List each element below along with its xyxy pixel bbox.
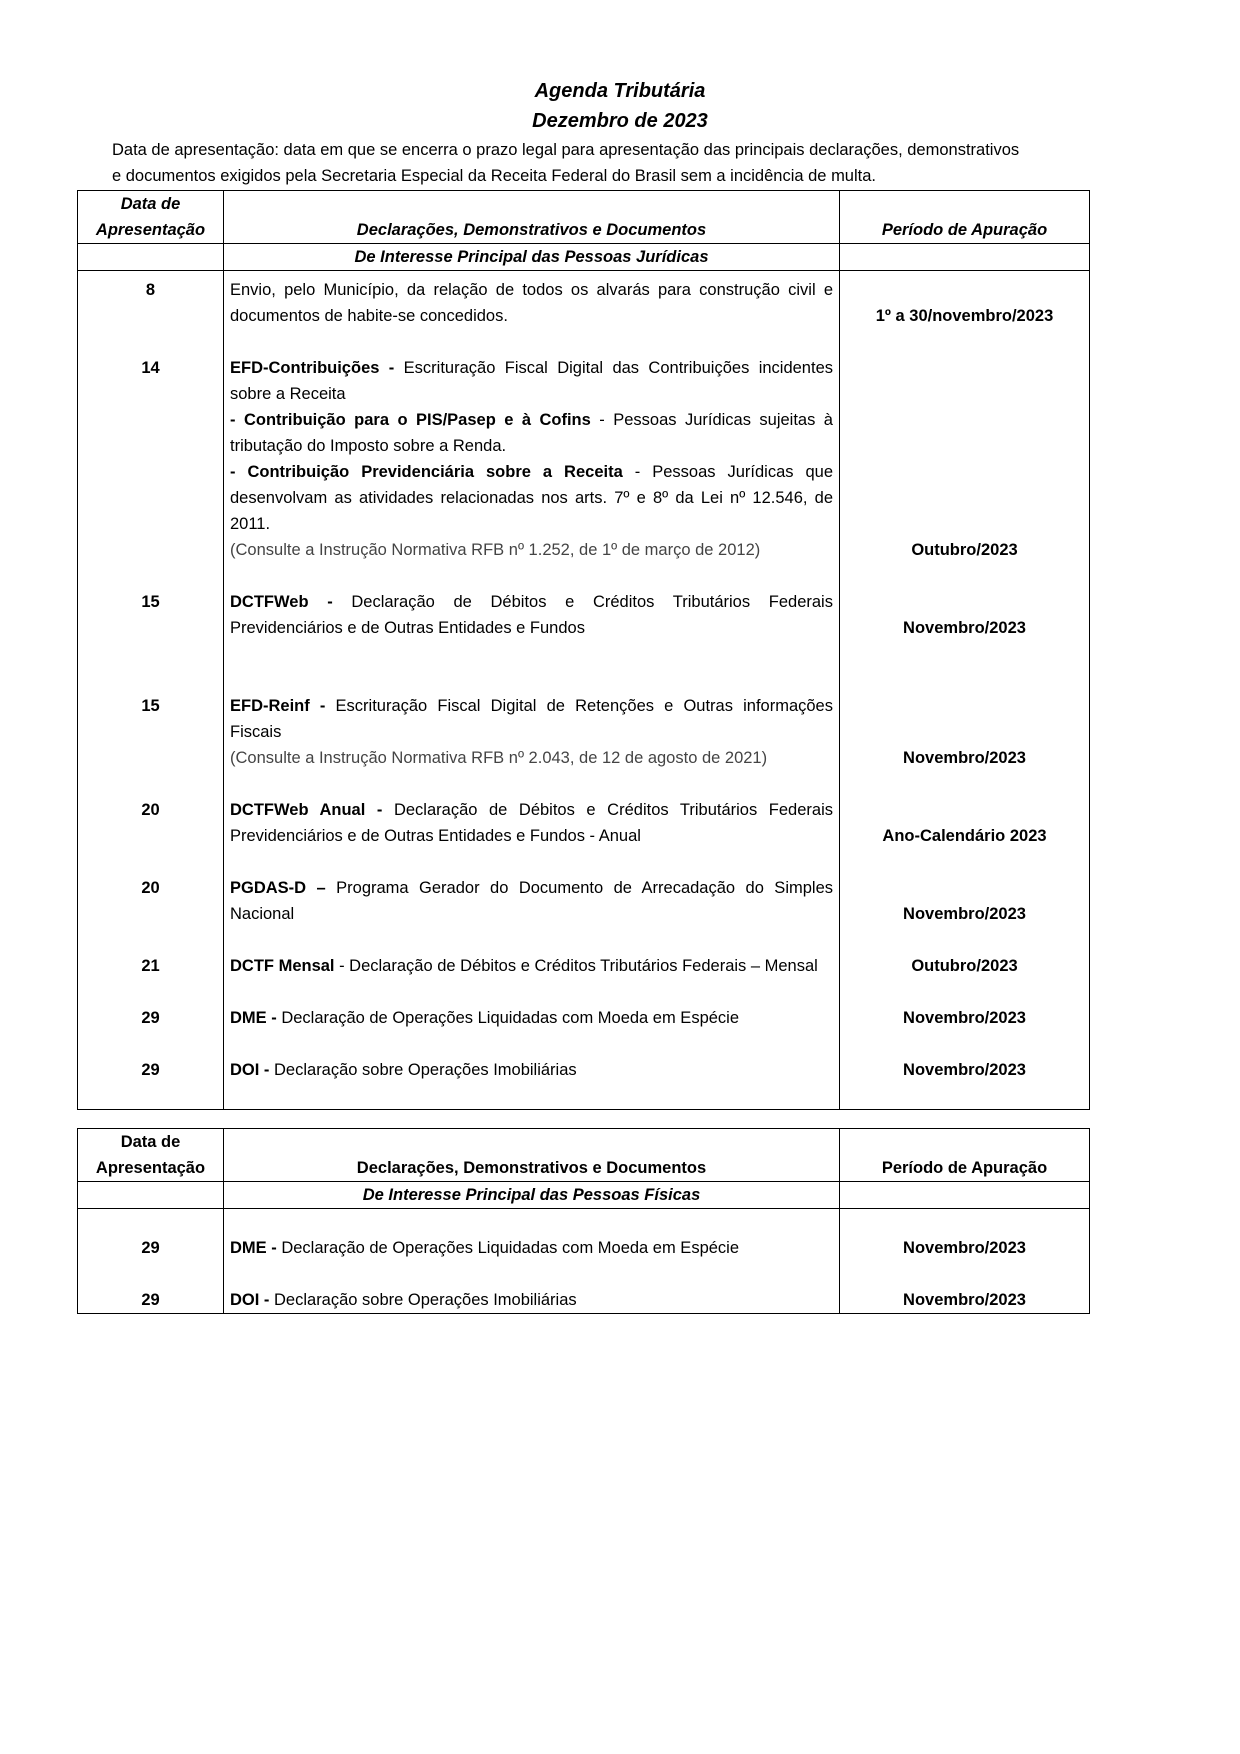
row-period: Novembro/2023 (840, 1005, 1090, 1031)
intro-line-2: e documentos exigidos pela Secretaria Especial da Receita Federal do Brasil sem a incidência de multa. (112, 167, 876, 185)
table-header (78, 1129, 1090, 1182)
row-period: Outubro/2023 (840, 953, 1090, 979)
table-row (78, 797, 1090, 849)
row-period: Outubro/2023 (840, 355, 1090, 563)
row-period: Novembro/2023 (840, 875, 1090, 927)
row-period: Novembro/2023 (840, 693, 1090, 771)
row-description: DCTFWeb Anual - Declaração de Débitos e Créditos Tributários Federais Previdenciários e de Outras Entidades e Fundos - Anual (224, 797, 840, 849)
row-description: Envio, pelo Município, da relação de todos os alvarás para construção civil e documentos de habite-se concedidos. (224, 277, 840, 329)
row-description: DME - Declaração de Operações Liquidadas com Moeda em Espécie (224, 1005, 840, 1031)
header-date: Data de Apresentação (78, 191, 224, 244)
row-description: EFD-Contribuições - Escrituração Fiscal Digital das Contribuições incidentes sobre a Receita - Contribuição para o PIS/Pasep e à Cofins - Pessoas Jurídicas sujeitas à tributação do Imposto sobre a Renda. - Contribuição Previdenciária sobre a Receita - Pessoas Jurídicas que desenvolvam as atividades relacionadas nos arts. 7º e 8º da Lei nº 12.546, de 2011. (Consulte a Instrução Normativa RFB nº 1.252, de 1º de março de 2012) (224, 355, 840, 563)
row-date: 20 (78, 875, 224, 927)
table-row (78, 1235, 1090, 1261)
row-period: Ano-Calendário 2023 (840, 797, 1090, 849)
table-row (78, 875, 1090, 927)
row-description: DME - Declaração de Operações Liquidadas com Moeda em Espécie (224, 1235, 840, 1261)
section-title: De Interesse Principal das Pessoas Físicas (224, 1182, 840, 1209)
row-period: 1º a 30/novembro/2023 (840, 277, 1090, 329)
table-row (78, 1057, 1090, 1083)
table-row (78, 277, 1090, 329)
header-documents: Declarações, Demonstrativos e Documentos (224, 191, 840, 244)
row-date: 14 (78, 355, 224, 563)
row-period: Novembro/2023 (840, 1057, 1090, 1083)
intro-line-1: Data de apresentação: data em que se encerra o prazo legal para apresentação das principais declarações, demonstrativos (112, 141, 1020, 159)
section-row (78, 1182, 1090, 1209)
row-date: 29 (78, 1005, 224, 1031)
table-row (78, 589, 1090, 641)
row-period: Novembro/2023 (840, 1287, 1090, 1314)
row-description: DCTFWeb - Declaração de Débitos e Créditos Tributários Federais Previdenciários e de Outras Entidades e Fundos (224, 589, 840, 641)
table-header (78, 191, 1090, 244)
row-description: PGDAS-D – Programa Gerador do Documento de Arrecadação do Simples Nacional (224, 875, 840, 927)
row-period: Novembro/2023 (840, 589, 1090, 641)
row-description: DOI - Declaração sobre Operações Imobiliárias (224, 1057, 840, 1083)
juridicas-table (77, 190, 1090, 1110)
row-period: Novembro/2023 (840, 1235, 1090, 1261)
row-date: 15 (78, 693, 224, 771)
row-description: DCTF Mensal - Declaração de Débitos e Créditos Tributários Federais – Mensal (224, 953, 840, 979)
row-date: 21 (78, 953, 224, 979)
section-title: De Interesse Principal das Pessoas Jurídicas (224, 244, 840, 271)
table-row (78, 693, 1090, 771)
table-row (78, 953, 1090, 979)
row-date: 29 (78, 1287, 224, 1314)
document-title: Agenda Tributária (534, 80, 706, 102)
row-date: 29 (78, 1057, 224, 1083)
document-subtitle: Dezembro de 2023 (532, 110, 708, 132)
row-date: 29 (78, 1235, 224, 1261)
row-description: DOI - Declaração sobre Operações Imobiliárias (224, 1287, 840, 1314)
header-documents: Declarações, Demonstrativos e Documentos (224, 1129, 840, 1182)
header-period: Período de Apuração (840, 191, 1090, 244)
row-date: 8 (78, 277, 224, 329)
table-row (78, 1287, 1090, 1314)
row-date: 15 (78, 589, 224, 641)
header-date: Data de Apresentação (78, 1129, 224, 1182)
row-description: EFD-Reinf - Escrituração Fiscal Digital de Retenções e Outras informações Fiscais (Consulte a Instrução Normativa RFB nº 2.043, de 12 de agosto de 2021) (224, 693, 840, 771)
section-row (78, 244, 1090, 271)
header-period: Período de Apuração (840, 1129, 1090, 1182)
table-row (78, 1005, 1090, 1031)
table-row (78, 355, 1090, 563)
row-date: 20 (78, 797, 224, 849)
row-reference: (Consulte a Instrução Normativa RFB nº 1.252, de 1º de março de 2012) (230, 541, 761, 559)
row-reference: (Consulte a Instrução Normativa RFB nº 2.043, de 12 de agosto de 2021) (230, 749, 768, 767)
fisicas-table (77, 1128, 1090, 1314)
